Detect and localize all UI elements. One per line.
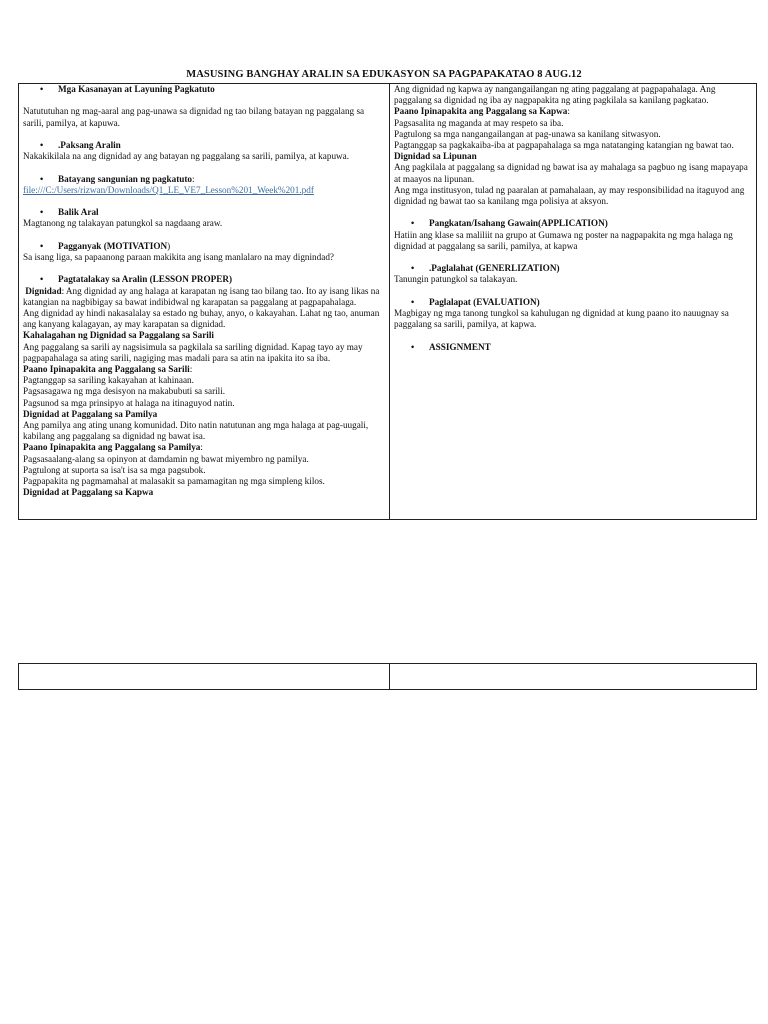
section-heading-motivation: • Pagganyak (MOTIVATION) <box>23 241 387 252</box>
family-text: Ang pamilya ang ating unang komunidad. Dito natin natutunan ang mga halaga at pag-uugali, kabilang ang paggalang sa dignidad ng bawat isa. <box>23 420 369 442</box>
list-item: Pagtanggap sa pagkakaiba-iba at pagpapahalaga sa mga natatanging katangian ng bawat tao. <box>394 140 734 151</box>
subheading-show-self-respect: Paano Ipinapakita ang Paggalang sa Sarili: <box>23 363 193 374</box>
section-heading-review: • Balik Aral <box>23 207 387 218</box>
subheading-family: Dignidad at Paggalang sa Pamilya <box>23 408 158 419</box>
topic-text: Nakakikilala na ang dignidad ay ang batayan ng paggalang sa sarili, pamilya, at kapuwa. <box>23 151 350 162</box>
document-title: MASUSING BANGHAY ARALIN SA EDUKASYON SA PAGPAPAKATAO 8 AUG.12 <box>186 69 582 80</box>
application-text: Hatiin ang klase sa maliliit na grupo at Gumawa ng poster na nagpapakita ng mga halaga ng dignidad at paggalang sa sarili, pamilya, at kapwa <box>394 229 733 251</box>
left-column <box>19 84 390 519</box>
list-item: Pagtulong sa mga nangangailangan at pag-unawa sa kanilang sitwasyon. <box>394 128 661 139</box>
objectives-text: Natututuhan ng mag-aaral ang pag-unawa sa dignidad ng tao bilang batayan ng paggalang sa sarili, pamilya, at kapuwa. <box>23 106 365 128</box>
motivation-text: Sa isang liga, sa papaanong paraan makikita ang isang manlalaro na may dignindad? <box>23 251 334 262</box>
subheading-self-respect: Kahalagahan ng Dignidad sa Paggalang sa Sarili <box>23 330 214 341</box>
generalization-text: Tanungin patungkol sa talakayan. <box>394 274 518 285</box>
subheading-show-others-respect: Paano Ipinapakita ang Paggalang sa Kapwa: <box>394 106 570 117</box>
section-heading-lesson-proper: • Pagtatalakay sa Aralin (LESSON PROPER) <box>23 274 387 285</box>
section-heading-application: • Pangkatan/Isahang Gawain(APPLICATION) <box>394 218 752 229</box>
section-heading-objectives: • Mga Kasanayan at Layuning Pagkatuto <box>23 84 387 95</box>
list-item: Pagpapakita ng pagmamahal at malasakit sa pamamagitan ng mga simpleng kilos. <box>23 476 325 487</box>
section-heading-assignment: • ASSIGNMENT <box>394 342 752 353</box>
lesson-plan-table <box>18 83 757 520</box>
list-item: Pagsasalita ng maganda at may respeto sa iba. <box>394 117 564 128</box>
review-text: Magtanong ng talakayan patungkol sa nagdaang araw. <box>23 218 223 229</box>
section-heading-evaluation: • Paglalapat (EVALUATION) <box>394 297 752 308</box>
section-heading-generalization: • .Paglalahat (GENERLIZATION) <box>394 263 752 274</box>
subheading-others: Dignidad at Paggalang sa Kapwa <box>23 487 154 498</box>
society-text: Ang pagkilala at paggalang sa dignidad ng bawat isa ay mahalaga sa pagbuo ng isang mapayapa at maayos na lipunan. <box>394 162 748 184</box>
section-heading-topic: • .Paksang Aralin <box>23 140 387 151</box>
list-item: Pagsasagawa ng mga desisyon na makabubuti sa sarili. <box>23 386 226 397</box>
empty-cell-left <box>19 664 390 689</box>
empty-cell-right <box>390 664 756 689</box>
list-item: Pagtulong at suporta sa isa't isa sa mga pagsubok. <box>23 464 206 475</box>
subheading-society: Dignidad sa Lipunan <box>394 151 477 162</box>
dignidad-definition: Dignidad: Ang dignidad ay ang halaga at karapatan ng isang tao bilang tao. Ito ay isang likas na katangian na nagbibigay sa bawat indibidwal ng karapatan sa paggalang at pagpapahalaga. <box>23 285 380 307</box>
self-respect-text: Ang paggalang sa sarili ay nagsisimula sa pagkilala sa sariling dignidad. Kapag tayo ay may pagpapahalaga sa ating sarili, nagiging mas madali para sa atin na ipakita ito sa iba. <box>23 341 363 363</box>
subheading-show-family-respect: Paano Ipinapakita ang Paggalang sa Pamilya: <box>23 442 203 453</box>
list-item: Pagsunod sa mga prinsipyo at halaga na itinaguyod natin. <box>23 397 235 408</box>
section-heading-reference: • Batayang sangunian ng pagkatuto: <box>23 174 387 185</box>
list-item: Pagsasaalang-alang sa opinyon at damdamin ng bawat miyembro ng pamilya. <box>23 453 309 464</box>
empty-table <box>18 663 757 690</box>
others-text: Ang dignidad ng kapwa ay nangangailangan ng ating paggalang at pagpapahalaga. Ang paggalang sa dignidad ng iba ay nagpapakita ng ating pagkilala sa kanilang pagkatao. <box>394 84 716 106</box>
list-item: Pagtanggap sa sariling kakayahan at kahinaan. <box>23 375 194 386</box>
society-text-2: Ang mga institusyon, tulad ng paaralan at pamahalaan, ay may responsibilidad na itaguyod ang dignidad ng bawat tao sa kanilang mga polisiya at aksyon. <box>394 184 745 207</box>
dignidad-note: Ang dignidad ay hindi nakasalalay sa estado ng buhay, anyo, o kakayahan. Lahat ng tao, anuman ang kanyang kalagayan, ay may karapatan sa dignidad. <box>23 307 380 330</box>
evaluation-text: Magbigay ng mga tanong tungkol sa kahulugan ng dignidad at kung paano ito nauugnay sa paggalang sa sarili, pamilya, at kapwa. <box>394 308 729 330</box>
reference-link[interactable]: file:///C:/Users/rizwan/Downloads/Q1_LE_VE7_Lesson%201_Week%201.pdf <box>23 184 314 195</box>
right-column <box>390 84 756 519</box>
